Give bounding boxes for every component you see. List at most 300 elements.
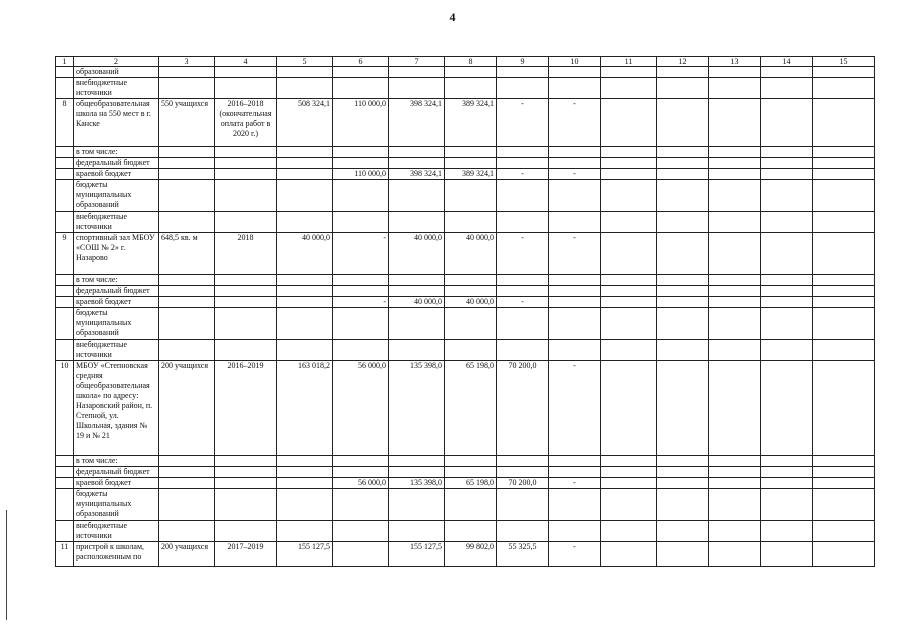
table-cell [159,158,215,169]
table-row [56,67,875,78]
table-cell [657,521,709,542]
table-cell [277,456,333,467]
table-cell [657,147,709,158]
table-cell [601,78,657,99]
table-cell [215,212,277,233]
table-cell [601,361,657,456]
table-cell [813,78,875,99]
table-cell [277,169,333,180]
table-cell [56,478,74,489]
table-cell [549,286,601,297]
table-cell [333,275,389,286]
table-cell [497,67,549,78]
table-row [56,467,875,478]
table-cell [215,308,277,340]
table-cell [215,169,277,180]
table-cell [601,286,657,297]
table-cell [333,489,389,521]
table-cell [445,467,497,478]
table-cell [813,275,875,286]
table-cell: 56 000,0 [333,478,389,489]
table-cell [277,286,333,297]
table-cell [657,456,709,467]
table-cell [709,180,761,212]
table-cell [813,99,875,147]
table-cell [657,78,709,99]
table-cell: 398 324,1 [389,99,445,147]
table-cell [709,456,761,467]
table-cell [445,308,497,340]
table-cell [709,340,761,361]
table-cell [601,99,657,147]
table-cell [761,297,813,308]
table-cell [497,286,549,297]
column-header: 4 [215,57,277,67]
table-cell: - [549,99,601,147]
table-cell [159,521,215,542]
table-cell [445,67,497,78]
table-cell [813,147,875,158]
table-cell [56,489,74,521]
table-cell: образований [74,67,159,78]
table-cell: 40 000,0 [389,233,445,275]
table-row [56,542,875,567]
table-cell [549,467,601,478]
table-cell: 55 325,5 [497,542,549,567]
column-header: 5 [277,57,333,67]
table-cell [657,297,709,308]
table-row [56,233,875,275]
table-cell: внебюджетные источники [74,212,159,233]
table-cell: 40 000,0 [277,233,333,275]
table-cell: 389 324,1 [445,169,497,180]
table-cell [333,340,389,361]
table-cell [813,158,875,169]
table-cell [56,180,74,212]
table-cell [761,212,813,233]
table-cell [549,158,601,169]
table-cell: внебюджетные источники [74,78,159,99]
table-cell [333,456,389,467]
table-cell [549,147,601,158]
table-cell [215,521,277,542]
table-cell [813,467,875,478]
table-cell [657,158,709,169]
table-cell: 2016–2019 [215,361,277,456]
table-cell: 40 000,0 [389,297,445,308]
table-row [56,478,875,489]
table-cell [159,340,215,361]
column-header: 2 [74,57,159,67]
table-cell [215,489,277,521]
table-cell [657,275,709,286]
table-cell: 2016–2018 (окончательная оплата работ в 2020 г.) [215,99,277,147]
table-cell [333,308,389,340]
table-cell [159,78,215,99]
table-cell [601,67,657,78]
table-cell [333,147,389,158]
column-header: 9 [497,57,549,67]
table-cell [497,212,549,233]
table-cell: в том числе: [74,147,159,158]
table-cell [709,212,761,233]
table-cell [445,489,497,521]
table-cell [813,478,875,489]
table-cell: бюджеты муниципальных образований [74,180,159,212]
table-cell [761,180,813,212]
table-cell [813,233,875,275]
table-cell [277,275,333,286]
table-row [56,340,875,361]
table-cell [813,542,875,567]
table-cell [333,212,389,233]
table-row [56,521,875,542]
table-cell: 135 398,0 [389,361,445,456]
table-cell [813,286,875,297]
table-cell: 8 [56,99,74,147]
table-cell: краевой бюджет [74,297,159,308]
table-cell [159,297,215,308]
table-cell [389,489,445,521]
header-row [56,57,875,67]
table-cell [159,286,215,297]
table-cell [215,158,277,169]
table-cell: МБОУ «Степновская средняя общеобразовательная школа» по адресу: Назаровский район, п. Степной, ул. Школьная, здания № 19 и № 21 [74,361,159,456]
table-cell: федеральный бюджет [74,467,159,478]
table-cell [159,489,215,521]
column-header: 10 [549,57,601,67]
table-cell: - [549,233,601,275]
table-cell [389,521,445,542]
table-row [56,99,875,147]
table-cell [601,147,657,158]
table-cell [761,467,813,478]
table-cell: спортивный зал МБОУ «СОШ № 2» г. Назарово [74,233,159,275]
table-cell [497,467,549,478]
table-cell [761,78,813,99]
table-cell [761,478,813,489]
table-cell [497,308,549,340]
table-cell [709,67,761,78]
table-cell [657,99,709,147]
column-header: 6 [333,57,389,67]
table-cell [56,308,74,340]
table-cell [445,286,497,297]
table-cell [497,158,549,169]
table-row [56,78,875,99]
table-cell [813,169,875,180]
table-cell [56,147,74,158]
table-cell [389,340,445,361]
table-cell: краевой бюджет [74,478,159,489]
table-row [56,275,875,286]
table-cell [215,297,277,308]
table-cell [389,275,445,286]
table-cell: - [333,297,389,308]
table-cell [56,169,74,180]
table-cell: внебюджетные источники [74,340,159,361]
table-cell [445,275,497,286]
table-cell: федеральный бюджет [74,158,159,169]
table-cell [709,233,761,275]
table-cell [549,456,601,467]
table-cell [497,521,549,542]
table-cell [709,297,761,308]
table-cell [389,467,445,478]
table-cell: в том числе: [74,275,159,286]
table-cell [601,158,657,169]
table-cell [549,180,601,212]
table-cell [601,467,657,478]
table-cell [549,78,601,99]
table-cell [601,180,657,212]
table-row [56,180,875,212]
table-cell: 398 324,1 [389,169,445,180]
table-cell [56,275,74,286]
table-cell [761,489,813,521]
table-cell [709,467,761,478]
table-cell: 65 198,0 [445,361,497,456]
column-header: 3 [159,57,215,67]
table-cell [601,212,657,233]
table-cell [657,286,709,297]
table-cell: 110 000,0 [333,169,389,180]
table-cell [445,521,497,542]
table-cell [549,275,601,286]
table-cell: 2017–2019 [215,542,277,567]
table-cell [549,489,601,521]
table-row [56,286,875,297]
table-cell [389,158,445,169]
table-cell [333,67,389,78]
table-cell [601,169,657,180]
table-cell [709,99,761,147]
table-cell [761,542,813,567]
table-cell [761,147,813,158]
table-cell [549,308,601,340]
table-cell [56,286,74,297]
table-cell [389,180,445,212]
table-cell [159,467,215,478]
table-cell [389,308,445,340]
table-cell: 70 200,0 [497,478,549,489]
table-row [56,169,875,180]
table-row [56,297,875,308]
table-cell: 2018 [215,233,277,275]
table-cell [333,521,389,542]
table-cell [333,180,389,212]
table-cell: - [549,478,601,489]
table-row [56,456,875,467]
table-cell [277,467,333,478]
table-cell [389,456,445,467]
table-cell [761,67,813,78]
table-cell [813,308,875,340]
table-cell [709,78,761,99]
table-cell [159,308,215,340]
table-cell [277,521,333,542]
table-cell: 135 398,0 [389,478,445,489]
table-cell: краевой бюджет [74,169,159,180]
table-cell [601,521,657,542]
table-cell [56,456,74,467]
table-cell [56,521,74,542]
table-cell [277,212,333,233]
table-cell [761,340,813,361]
table-cell [657,542,709,567]
table-cell: - [549,169,601,180]
table-cell [445,212,497,233]
table-cell: - [549,542,601,567]
table-cell [56,78,74,99]
column-header: 7 [389,57,445,67]
table-cell: 648,5 кв. м [159,233,215,275]
table-cell [709,361,761,456]
table-cell: 389 324,1 [445,99,497,147]
table-cell [549,297,601,308]
table-row [56,489,875,521]
table-cell [445,147,497,158]
table-cell [56,297,74,308]
table-cell [389,147,445,158]
table-cell [389,78,445,99]
table-cell [813,297,875,308]
table-cell [601,542,657,567]
table-cell [813,180,875,212]
table-cell [657,361,709,456]
table-cell: 11 [56,542,74,567]
table-cell [215,180,277,212]
table-cell [709,521,761,542]
column-header: 13 [709,57,761,67]
table-cell [333,542,389,567]
table-cell [159,456,215,467]
table-cell [761,521,813,542]
table-cell: 70 200,0 [497,361,549,456]
table-cell [497,340,549,361]
table-cell [813,212,875,233]
table-cell [497,147,549,158]
table-cell [277,78,333,99]
table-cell [549,521,601,542]
table-cell: 200 учащихся [159,361,215,456]
table-cell [56,158,74,169]
table-cell [215,275,277,286]
table-cell: федеральный бюджет [74,286,159,297]
table-cell [709,308,761,340]
table-cell [159,169,215,180]
table-cell: 56 000,0 [333,361,389,456]
table-cell [497,456,549,467]
page-number: 4 [449,10,456,24]
table-cell [813,521,875,542]
table-cell [277,180,333,212]
table-cell: в том числе: [74,456,159,467]
table-cell [709,542,761,567]
table-cell [215,456,277,467]
table-cell [813,361,875,456]
table-cell [709,478,761,489]
table-cell [277,308,333,340]
table-cell [761,99,813,147]
table-cell: - [497,169,549,180]
table-cell: бюджеты муниципальных образований [74,489,159,521]
column-header: 11 [601,57,657,67]
table-cell [761,456,813,467]
table-cell [709,286,761,297]
table-cell: 40 000,0 [445,297,497,308]
table-cell [497,275,549,286]
table-cell [761,233,813,275]
table-cell [761,308,813,340]
table-cell [761,158,813,169]
table-cell [56,212,74,233]
table-cell [709,275,761,286]
table-cell [657,340,709,361]
table-cell [277,297,333,308]
table-cell [601,456,657,467]
table-cell [601,233,657,275]
table-cell [333,467,389,478]
table-cell [601,478,657,489]
table-cell [333,78,389,99]
table-cell [277,67,333,78]
table-cell: общеобразовательная школа на 550 мест в г. Канске [74,99,159,147]
table-cell [277,478,333,489]
table-cell [389,212,445,233]
table-cell: 40 000,0 [445,233,497,275]
table-cell [549,340,601,361]
table-cell: 155 127,5 [389,542,445,567]
table-cell [657,212,709,233]
table-cell [657,478,709,489]
table-cell [601,297,657,308]
column-header: 15 [813,57,875,67]
table-cell [657,169,709,180]
table-cell [389,286,445,297]
table-cell [813,340,875,361]
table-cell: 163 018,2 [277,361,333,456]
table-cell [761,361,813,456]
table-cell: 65 198,0 [445,478,497,489]
table-cell [813,489,875,521]
column-header: 14 [761,57,813,67]
table-cell [601,275,657,286]
table-cell [215,78,277,99]
table-cell [277,158,333,169]
table-cell [601,489,657,521]
table-cell: 10 [56,361,74,456]
table-row [56,361,875,456]
table-cell [709,158,761,169]
table-row [56,212,875,233]
table-cell [657,308,709,340]
table-cell: 155 127,5 [277,542,333,567]
table-cell: 9 [56,233,74,275]
table-cell [761,286,813,297]
table-cell: - [549,361,601,456]
table-cell [657,467,709,478]
table-cell [56,467,74,478]
table-cell [445,456,497,467]
table-cell [657,489,709,521]
table-cell [215,147,277,158]
table-cell [389,67,445,78]
table-cell [333,286,389,297]
table-cell [445,340,497,361]
table-cell [601,308,657,340]
column-header: 12 [657,57,709,67]
